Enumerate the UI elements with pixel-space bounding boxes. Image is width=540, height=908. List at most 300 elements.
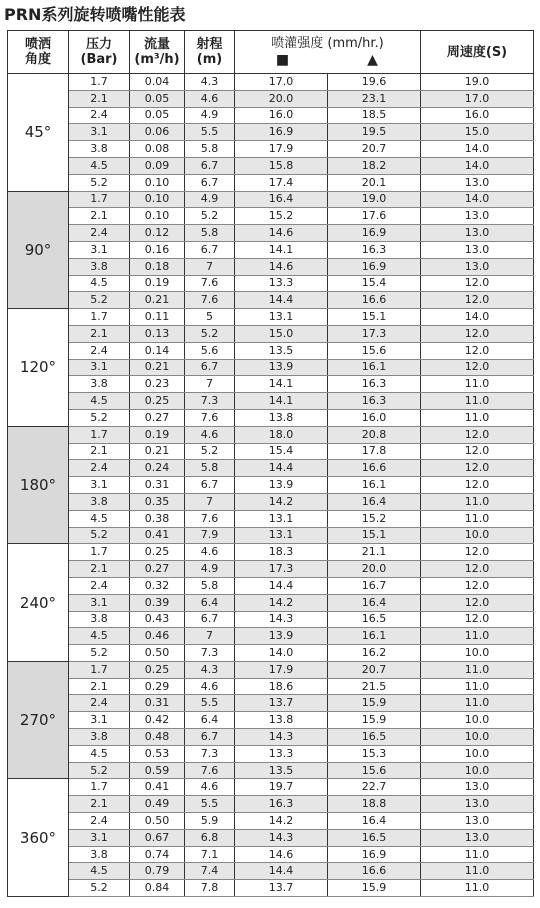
intensity-square-cell: 19.7 — [235, 779, 328, 796]
cycle-cell: 15.0 — [421, 124, 534, 141]
angle-cell: 120° — [8, 309, 69, 427]
cycle-cell: 11.0 — [421, 393, 534, 410]
table-row — [8, 863, 534, 880]
cycle-cell: 11.0 — [421, 880, 534, 897]
intensity-triangle-cell: 16.7 — [328, 577, 421, 594]
flow-cell: 0.74 — [130, 846, 185, 863]
angle-cell: 240° — [8, 544, 69, 662]
flow-cell: 0.43 — [130, 611, 185, 628]
intensity-triangle-cell: 19.6 — [328, 74, 421, 91]
cycle-cell: 12.0 — [421, 359, 534, 376]
cycle-cell: 13.0 — [421, 258, 534, 275]
flow-cell: 0.11 — [130, 309, 185, 326]
table-row — [8, 309, 534, 326]
pressure-cell: 2.1 — [69, 561, 130, 578]
range-cell: 7.3 — [185, 645, 235, 662]
intensity-square-cell: 17.9 — [235, 141, 328, 158]
range-cell: 7.8 — [185, 880, 235, 897]
table-row — [8, 813, 534, 830]
cycle-cell: 10.0 — [421, 762, 534, 779]
range-cell: 7.6 — [185, 510, 235, 527]
table-row — [8, 157, 534, 174]
range-cell: 6.4 — [185, 712, 235, 729]
intensity-triangle-cell: 20.8 — [328, 426, 421, 443]
pressure-cell: 1.7 — [69, 544, 130, 561]
table-row — [8, 729, 534, 746]
intensity-square-cell: 13.9 — [235, 477, 328, 494]
intensity-triangle-cell: 16.6 — [328, 460, 421, 477]
cycle-cell: 13.0 — [421, 796, 534, 813]
range-cell: 5.5 — [185, 124, 235, 141]
flow-cell: 0.25 — [130, 544, 185, 561]
range-cell: 5.8 — [185, 460, 235, 477]
pressure-cell: 3.8 — [69, 846, 130, 863]
table-row — [8, 527, 534, 544]
cycle-cell: 14.0 — [421, 309, 534, 326]
range-cell: 5.6 — [185, 342, 235, 359]
pressure-cell: 1.7 — [69, 426, 130, 443]
intensity-triangle-cell: 15.1 — [328, 527, 421, 544]
header-angle: 喷洒 角度 — [8, 31, 69, 74]
table-row — [8, 779, 534, 796]
intensity-square-cell: 16.9 — [235, 124, 328, 141]
header-flow: 流量 (m³/h) — [130, 31, 185, 74]
cycle-cell: 13.0 — [421, 174, 534, 191]
range-cell: 6.8 — [185, 829, 235, 846]
table-row — [8, 829, 534, 846]
pressure-cell: 5.2 — [69, 645, 130, 662]
table-row — [8, 191, 534, 208]
table-row — [8, 174, 534, 191]
flow-cell: 0.46 — [130, 628, 185, 645]
intensity-square-cell: 14.2 — [235, 813, 328, 830]
cycle-cell: 19.0 — [421, 74, 534, 91]
pressure-cell: 4.5 — [69, 510, 130, 527]
table-row — [8, 258, 534, 275]
flow-cell: 0.21 — [130, 359, 185, 376]
table-row — [8, 325, 534, 342]
pressure-cell: 5.2 — [69, 762, 130, 779]
intensity-triangle-cell: 16.4 — [328, 594, 421, 611]
intensity-triangle-cell: 15.1 — [328, 309, 421, 326]
range-cell: 7.4 — [185, 863, 235, 880]
range-cell: 4.9 — [185, 561, 235, 578]
cycle-cell: 11.0 — [421, 846, 534, 863]
cycle-cell: 16.0 — [421, 107, 534, 124]
intensity-square-cell: 17.3 — [235, 561, 328, 578]
flow-cell: 0.12 — [130, 225, 185, 242]
flow-cell: 0.48 — [130, 729, 185, 746]
flow-cell: 0.25 — [130, 393, 185, 410]
pressure-cell: 4.5 — [69, 863, 130, 880]
range-cell: 7.6 — [185, 275, 235, 292]
range-cell: 5.5 — [185, 695, 235, 712]
intensity-triangle-cell: 16.0 — [328, 409, 421, 426]
intensity-triangle-cell: 15.9 — [328, 880, 421, 897]
table-row — [8, 74, 534, 91]
intensity-triangle-cell: 19.0 — [328, 191, 421, 208]
flow-cell: 0.05 — [130, 107, 185, 124]
cycle-cell: 12.0 — [421, 460, 534, 477]
table-row — [8, 796, 534, 813]
intensity-square-cell: 13.8 — [235, 712, 328, 729]
intensity-square-cell: 16.4 — [235, 191, 328, 208]
cycle-cell: 17.0 — [421, 90, 534, 107]
range-cell: 7.1 — [185, 846, 235, 863]
flow-cell: 0.49 — [130, 796, 185, 813]
cycle-cell: 13.0 — [421, 208, 534, 225]
intensity-triangle-cell: 16.3 — [328, 241, 421, 258]
pressure-cell: 3.1 — [69, 359, 130, 376]
intensity-square-cell: 14.6 — [235, 846, 328, 863]
flow-cell: 0.38 — [130, 510, 185, 527]
intensity-square-cell: 14.2 — [235, 493, 328, 510]
pressure-cell: 4.5 — [69, 745, 130, 762]
flow-cell: 0.53 — [130, 745, 185, 762]
intensity-triangle-cell: 16.5 — [328, 729, 421, 746]
flow-cell: 0.06 — [130, 124, 185, 141]
intensity-square-cell: 17.4 — [235, 174, 328, 191]
range-cell: 5.8 — [185, 225, 235, 242]
pressure-cell: 3.1 — [69, 241, 130, 258]
intensity-triangle-cell: 21.1 — [328, 544, 421, 561]
flow-cell: 0.27 — [130, 409, 185, 426]
intensity-triangle-cell: 16.6 — [328, 863, 421, 880]
intensity-square-cell: 13.7 — [235, 695, 328, 712]
range-cell: 7 — [185, 628, 235, 645]
flow-cell: 0.21 — [130, 443, 185, 460]
range-cell: 6.7 — [185, 477, 235, 494]
intensity-triangle-cell: 20.7 — [328, 141, 421, 158]
intensity-square-cell: 14.3 — [235, 729, 328, 746]
range-cell: 7.3 — [185, 393, 235, 410]
table-row — [8, 376, 534, 393]
pressure-cell: 3.1 — [69, 829, 130, 846]
intensity-triangle-cell: 16.9 — [328, 846, 421, 863]
flow-cell: 0.42 — [130, 712, 185, 729]
cycle-cell: 13.0 — [421, 225, 534, 242]
cycle-cell: 10.0 — [421, 527, 534, 544]
cycle-cell: 10.0 — [421, 645, 534, 662]
flow-cell: 0.27 — [130, 561, 185, 578]
cycle-cell: 12.0 — [421, 611, 534, 628]
pressure-cell: 4.5 — [69, 275, 130, 292]
flow-cell: 0.25 — [130, 661, 185, 678]
performance-table — [7, 30, 534, 897]
range-cell: 5.2 — [185, 443, 235, 460]
pressure-cell: 3.8 — [69, 611, 130, 628]
intensity-square-cell: 13.8 — [235, 409, 328, 426]
range-cell: 7.6 — [185, 409, 235, 426]
intensity-triangle-cell: 16.9 — [328, 225, 421, 242]
range-cell: 4.6 — [185, 678, 235, 695]
cycle-cell: 14.0 — [421, 191, 534, 208]
pressure-cell: 5.2 — [69, 880, 130, 897]
pressure-cell: 5.2 — [69, 292, 130, 309]
angle-cell: 180° — [8, 426, 69, 544]
flow-cell: 0.10 — [130, 191, 185, 208]
intensity-square-cell: 14.4 — [235, 292, 328, 309]
range-cell: 6.7 — [185, 157, 235, 174]
flow-cell: 0.50 — [130, 645, 185, 662]
intensity-square-cell: 13.1 — [235, 527, 328, 544]
cycle-cell: 12.0 — [421, 577, 534, 594]
flow-cell: 0.08 — [130, 141, 185, 158]
pressure-cell: 2.4 — [69, 460, 130, 477]
intensity-triangle-cell: 18.2 — [328, 157, 421, 174]
pressure-cell: 2.1 — [69, 678, 130, 695]
range-cell: 5.2 — [185, 208, 235, 225]
intensity-triangle-cell: 16.6 — [328, 292, 421, 309]
flow-cell: 0.79 — [130, 863, 185, 880]
table-row — [8, 561, 534, 578]
range-cell: 4.6 — [185, 90, 235, 107]
pressure-cell: 2.1 — [69, 208, 130, 225]
range-cell: 4.6 — [185, 544, 235, 561]
cycle-cell: 10.0 — [421, 745, 534, 762]
intensity-square-cell: 14.4 — [235, 460, 328, 477]
table-row — [8, 393, 534, 410]
table-row — [8, 594, 534, 611]
pressure-cell: 2.1 — [69, 443, 130, 460]
range-cell: 5.5 — [185, 796, 235, 813]
cycle-cell: 12.0 — [421, 342, 534, 359]
header-range: 射程 (m) — [185, 31, 235, 74]
table-row — [8, 359, 534, 376]
cycle-cell: 11.0 — [421, 661, 534, 678]
flow-cell: 0.04 — [130, 74, 185, 91]
flow-cell: 0.50 — [130, 813, 185, 830]
table-row — [8, 762, 534, 779]
table-row — [8, 678, 534, 695]
table-row — [8, 90, 534, 107]
intensity-triangle-cell: 23.1 — [328, 90, 421, 107]
intensity-square-cell: 14.3 — [235, 611, 328, 628]
page-title: PRN系列旋转喷嘴性能表 — [4, 5, 186, 24]
pressure-cell: 2.4 — [69, 225, 130, 242]
cycle-cell: 14.0 — [421, 141, 534, 158]
cycle-cell: 13.0 — [421, 241, 534, 258]
intensity-triangle-cell: 18.5 — [328, 107, 421, 124]
intensity-triangle-cell: 16.3 — [328, 393, 421, 410]
flow-cell: 0.41 — [130, 779, 185, 796]
intensity-triangle-cell: 16.2 — [328, 645, 421, 662]
intensity-square-cell: 18.6 — [235, 678, 328, 695]
triangle-marker-icon: ▲ — [367, 52, 378, 68]
table-row — [8, 460, 534, 477]
pressure-cell: 2.4 — [69, 813, 130, 830]
pressure-cell: 2.1 — [69, 796, 130, 813]
intensity-square-cell: 14.0 — [235, 645, 328, 662]
pressure-cell: 1.7 — [69, 191, 130, 208]
pressure-cell: 4.5 — [69, 157, 130, 174]
range-cell: 5 — [185, 309, 235, 326]
intensity-square-cell: 13.5 — [235, 342, 328, 359]
table-row — [8, 208, 534, 225]
flow-cell: 0.10 — [130, 208, 185, 225]
intensity-triangle-cell: 17.3 — [328, 325, 421, 342]
range-cell: 4.9 — [185, 107, 235, 124]
table-row — [8, 712, 534, 729]
intensity-square-cell: 13.3 — [235, 745, 328, 762]
intensity-square-cell: 14.1 — [235, 376, 328, 393]
range-cell: 7 — [185, 376, 235, 393]
cycle-cell: 12.0 — [421, 325, 534, 342]
pressure-cell: 3.1 — [69, 477, 130, 494]
cycle-cell: 13.0 — [421, 779, 534, 796]
intensity-square-cell: 15.2 — [235, 208, 328, 225]
intensity-square-cell: 14.3 — [235, 829, 328, 846]
table-row — [8, 661, 534, 678]
pressure-cell: 3.1 — [69, 712, 130, 729]
intensity-square-cell: 14.1 — [235, 393, 328, 410]
pressure-cell: 1.7 — [69, 74, 130, 91]
cycle-cell: 12.0 — [421, 561, 534, 578]
cycle-cell: 12.0 — [421, 275, 534, 292]
table-row — [8, 880, 534, 897]
range-cell: 6.7 — [185, 359, 235, 376]
pressure-cell: 3.1 — [69, 594, 130, 611]
pressure-cell: 3.8 — [69, 258, 130, 275]
table-row — [8, 409, 534, 426]
intensity-square-cell: 14.4 — [235, 863, 328, 880]
table-row — [8, 611, 534, 628]
flow-cell: 0.18 — [130, 258, 185, 275]
angle-cell: 360° — [8, 779, 69, 897]
cycle-cell: 11.0 — [421, 376, 534, 393]
range-cell: 6.7 — [185, 174, 235, 191]
intensity-square-cell: 14.1 — [235, 241, 328, 258]
table-row — [8, 443, 534, 460]
flow-cell: 0.13 — [130, 325, 185, 342]
cycle-cell: 11.0 — [421, 678, 534, 695]
table-row — [8, 477, 534, 494]
flow-cell: 0.19 — [130, 426, 185, 443]
intensity-triangle-cell: 16.9 — [328, 258, 421, 275]
pressure-cell: 5.2 — [69, 527, 130, 544]
pressure-cell: 1.7 — [69, 779, 130, 796]
intensity-square-cell: 13.1 — [235, 510, 328, 527]
intensity-square-cell: 18.3 — [235, 544, 328, 561]
table-row — [8, 510, 534, 527]
table-row — [8, 241, 534, 258]
intensity-square-cell: 13.7 — [235, 880, 328, 897]
flow-cell: 0.35 — [130, 493, 185, 510]
intensity-triangle-cell: 21.5 — [328, 678, 421, 695]
cycle-cell: 12.0 — [421, 594, 534, 611]
intensity-triangle-cell: 17.8 — [328, 443, 421, 460]
flow-cell: 0.59 — [130, 762, 185, 779]
table-row — [8, 124, 534, 141]
pressure-cell: 3.8 — [69, 376, 130, 393]
intensity-square-cell: 13.3 — [235, 275, 328, 292]
flow-cell: 0.23 — [130, 376, 185, 393]
table-row — [8, 544, 534, 561]
angle-cell: 90° — [8, 191, 69, 309]
intensity-triangle-cell: 16.3 — [328, 376, 421, 393]
table-row — [8, 426, 534, 443]
flow-cell: 0.21 — [130, 292, 185, 309]
range-cell: 5.8 — [185, 577, 235, 594]
cycle-cell: 10.0 — [421, 712, 534, 729]
header-cycle: 周速度(S) — [421, 31, 534, 74]
flow-cell: 0.14 — [130, 342, 185, 359]
intensity-square-cell: 17.9 — [235, 661, 328, 678]
range-cell: 5.2 — [185, 325, 235, 342]
intensity-triangle-cell: 15.4 — [328, 275, 421, 292]
angle-cell: 45° — [8, 74, 69, 192]
range-cell: 6.7 — [185, 241, 235, 258]
intensity-triangle-cell: 20.7 — [328, 661, 421, 678]
intensity-triangle-cell: 15.9 — [328, 695, 421, 712]
intensity-square-cell: 13.5 — [235, 762, 328, 779]
intensity-triangle-cell: 16.4 — [328, 493, 421, 510]
intensity-square-cell: 13.9 — [235, 359, 328, 376]
intensity-triangle-cell: 16.1 — [328, 359, 421, 376]
intensity-square-cell: 13.9 — [235, 628, 328, 645]
intensity-square-cell: 14.6 — [235, 225, 328, 242]
intensity-square-cell: 15.0 — [235, 325, 328, 342]
intensity-triangle-cell: 18.8 — [328, 796, 421, 813]
square-marker-icon: ■ — [275, 52, 290, 68]
intensity-square-cell: 20.0 — [235, 90, 328, 107]
cycle-cell: 11.0 — [421, 695, 534, 712]
table-row — [8, 107, 534, 124]
cycle-cell: 13.0 — [421, 829, 534, 846]
flow-cell: 0.16 — [130, 241, 185, 258]
flow-cell: 0.41 — [130, 527, 185, 544]
intensity-triangle-cell: 16.5 — [328, 611, 421, 628]
table-row — [8, 493, 534, 510]
table-row — [8, 342, 534, 359]
cycle-cell: 14.0 — [421, 157, 534, 174]
intensity-triangle-cell: 15.6 — [328, 342, 421, 359]
header-intensity-label: 喷灌强度 (mm/hr.) — [271, 36, 384, 51]
table-row — [8, 141, 534, 158]
flow-cell: 0.31 — [130, 695, 185, 712]
flow-cell: 0.32 — [130, 577, 185, 594]
intensity-square-cell: 17.0 — [235, 74, 328, 91]
cycle-cell: 12.0 — [421, 477, 534, 494]
range-cell: 7.6 — [185, 292, 235, 309]
table-row — [8, 225, 534, 242]
pressure-cell: 3.1 — [69, 124, 130, 141]
table-row — [8, 645, 534, 662]
intensity-square-cell: 13.1 — [235, 309, 328, 326]
pressure-cell: 2.1 — [69, 325, 130, 342]
pressure-cell: 2.4 — [69, 695, 130, 712]
range-cell: 7.9 — [185, 527, 235, 544]
cycle-cell: 11.0 — [421, 409, 534, 426]
flow-cell: 0.67 — [130, 829, 185, 846]
flow-cell: 0.09 — [130, 157, 185, 174]
intensity-square-cell: 14.2 — [235, 594, 328, 611]
range-cell: 6.7 — [185, 729, 235, 746]
pressure-cell: 2.4 — [69, 577, 130, 594]
table-row — [8, 628, 534, 645]
table-row — [8, 846, 534, 863]
table-row — [8, 275, 534, 292]
flow-cell: 0.39 — [130, 594, 185, 611]
pressure-cell: 5.2 — [69, 409, 130, 426]
cycle-cell: 11.0 — [421, 863, 534, 880]
range-cell: 7.6 — [185, 762, 235, 779]
cycle-cell: 13.0 — [421, 813, 534, 830]
pressure-cell: 3.8 — [69, 729, 130, 746]
header-row — [8, 31, 534, 74]
range-cell: 7.3 — [185, 745, 235, 762]
range-cell: 7 — [185, 258, 235, 275]
